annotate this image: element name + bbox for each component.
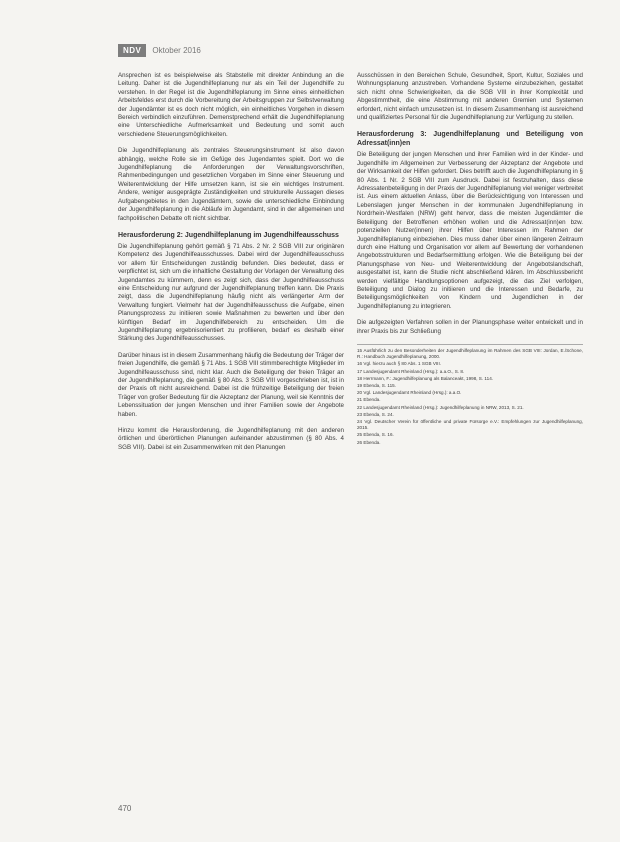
- paragraph: Hinzu kommt die Herausforderung, die Jugendhilfeplanung mit den anderen örtlichen und überörtlichen Planungen aufeinander abzustimmen (§ 80 Abs. 4 SGB VIII). Dabei ist ein Zusammenwirken mit den Planungen: [118, 427, 344, 451]
- issue-date: Oktober 2016: [152, 46, 201, 55]
- paragraph: Die aufgezeigten Verfahren sollen in der Planungsphase weiter entwickelt und in ihrer Praxis bis zur Schließung: [357, 319, 583, 335]
- footnote: 24 Vgl. Deutscher Verein für öffentliche und private Fürsorge e.V.: Empfehlungen zur Jugendhilfeplanung, 2015.: [357, 419, 583, 431]
- footnote: 23 Ebenda, S. 24.: [357, 411, 394, 417]
- footnote: 20 Vgl. Landesjugendamt Rheinland (Hrsg.): a.a.O.: [357, 390, 462, 396]
- footnote: 22 Landesjugendamt Rheinland (Hrsg.): Jugendhilfeplanung in NRW, 2013, S. 21.: [357, 404, 524, 410]
- section-heading: Herausforderung 2: Jugendhilfeplanung im Jugendhilfeausschuss: [118, 231, 339, 239]
- paragraph: Die Beteiligung der jungen Menschen und ihrer Familien wird in der Kinder- und Jugendhilfe im Allgemeinen zur Verbesserung der Akzeptanz der Angebote und der Wirksamkeit der Hilfen gefordert. Dies betrifft auch die Jugendhilfeplanung in § 80 Abs. 1 Nr. 2 SGB VIII zum Ausdruck. Dabei ist festzuhalten, dass diese Adressatenbeteiligung in der Praxis der Jugendhilfeplanung viel weniger verbreitet ist. Aus einem aktuellen Anlass, über die Berücksichtigung von Interessen und Lebenslagen junger Menschen in der kommunalen Jugendhilfeplanung in Nordrhein-Westfalen (NRW) geht hervor, dass die meisten Jugendämter die Beteiligung der Betroffenen erhöhen wollen und die Adressat(inn)en bzw. potenziellen Nutzer(innen) ihrer Hilfen über Interessen im Rahmen der Jugendhilfeplanung einbeziehen. Dies muss daher über einen längeren Zeitraum durch eine Haltung und Organisation vor allem auf Bewertung der vorhandenen Angebotsstrukturen und Bedarfsermittlung erfolgen. Wie die Beteiligung bei der Planungsphase von Neu- und Weiterentwicklung der Angebotslandschaft, ausgestaltet ist, kann die Studie nicht abschließend klären. Im Abschlussbericht werden vielfältige Handlungsoptionen aufgezeigt, die das Ziel verfolgen, Beteiligung und Dialog zu initiieren und die Interessen und Bedarfe, zu Beteiligungsmöglichkeiten von Kindern und Jugendlichen in der Jugendhilfeplanung zu integrieren.: [357, 151, 583, 310]
- paragraph: Die Jugendhilfeplanung gehört gemäß § 71 Abs. 2 Nr. 2 SGB VIII zur originären Kompetenz des Jugendhilfeausschusses. Dabei wird der Jugendhilfeausschuss vor allem für Entscheidungen zuständig befunden. Dies bedeutet, dass er verpflichtet ist, sich um die inhaltliche Gestaltung der Vorlagen der Verwaltung des Jugendamtes zu kümmern, denn es zeigt sich, dass der Jugendhilfeausschuss eine Entscheidung nur aufgrund der Jugendhilfeplanung treffen kann. Die Praxis zeigt, dass die Jugendhilfeplanung häufig nicht als verlängerter Arm der Verwaltung fungiert. Vielmehr hat der Jugendhilfeausschuss die Aufgabe, einen Planungsprozess zu initiieren sowie Maßnahmen zu bewerten und über den künftigen Bedarf im Jugendhilfebereich zu entscheiden. Um die Jugendhilfeplanung ergebnisorientiert zu profilieren, bedarf es deshalb einer Stärkung des Jugendhilfeausschusses.: [118, 242, 344, 343]
- page-number: 470: [118, 804, 132, 813]
- footnotes: [357, 344, 583, 446]
- paragraph: Die Jugendhilfeplanung als zentrales Steuerungsinstrument ist also davon abhängig, welche Rolle sie im Gefüge des Jugendamtes spielt. Dort wo die Jugendhilfeplanung die Anforderungen der Verwaltungsvorschriften, Rahmenbedingungen und gesetzlichen Vorgaben im Sinne einer Steuerung und Weiterentwicklung der Hilfe umsetzen kann, ist sie ein wichtiges Instrument. Andere, weniger ausgeprägte Zuständigkeiten und strukturelle Aussagen dieses Aufgabengebietes in den Jugendämtern, sowie die unterschiedliche Einbindung der Jugendhilfeplanung in die Abläufe im Jugendamt, sind in der allgemeinen und fachpolitischen Debatte oft nicht sichtbar.: [118, 147, 344, 222]
- footnote: 18 Herrmann, F.: Jugendhilfeplanung als Balanceakt, 1998, S. 114.: [357, 375, 494, 381]
- paragraph: Darüber hinaus ist in diesem Zusammenhang häufig die Bedeutung der Träger der freien Jugendhilfe, die gemäß § 71 Abs. 1 SGB VIII stimmberechtigte Mitglieder im Jugendhilfeausschuss sind, nicht klar. Auch die Beteiligung der freien Träger an der Jugendhilfeplanung, die gemäß § 80 Abs. 3 SGB VIII vorgeschrieben ist, ist in der Praxis oft nicht ausreichend. Dabei ist die frühzeitige Beteiligung der freien Träger von großer Bedeutung für die Akzeptanz der Planung, weil sie Kenntnis der Lebenssituation der jungen Menschen und ihrer Familien sowie der Angebote haben.: [118, 351, 344, 418]
- footnote: 21 Ebenda.: [357, 397, 381, 403]
- left-column: [118, 72, 344, 460]
- footnote: 17 Landesjugendamt Rheinland (Hrsg.): a.a.O., S. 8.: [357, 368, 465, 374]
- paragraph: Ausschüssen in den Bereichen Schule, Gesundheit, Sport, Kultur, Soziales und Wohnungsplanung anzustreben. Vorhandene Systeme einzubeziehen, gestaltet sich nicht ohne Schwierigkeiten, da die SGB VIII in ihrer Komplexität und Abgestimmtheit, die eine Abstimmung mit anderen Gremien und Systemen erfordert, nicht einfach umzusetzen ist. In diesem Zusammenhang ist ausreichend und qualifiziertes Personal für die Jugendhilfeplanung zur Verfügung zu stellen.: [357, 72, 583, 122]
- paragraph: Ansprechen ist es beispielweise als Stabstelle mit direkter Anbindung an die Leitung. Daher ist die Jugendhilfeplanung nur als ein Teil der Jugendhilfe zu verstehen. In der Regel ist die Jugendhilfeplanung im Sinne eines einheitlichen Arbeitsfeldes erst durch die Vorbereitung der Arbeitsgruppen zur Selbstverwaltung der Jugendämter ist es doch nicht möglich, ein einheitliches Vorgehen in diesem Bereich verbindlich einzuführen. Demenstprechend erhält die Jugendhilfeplanung eine Unterschiedliche Aufmerksamkeit und Bedeutung und somit auch verschiedene Steuerungsmöglichkeiten.: [118, 72, 344, 138]
- page-header: [118, 44, 201, 57]
- footnote: 15 Ausführlich zu den Besonderheiten der Jugendhilfeplanung im Rahmen des SGB VIII: Jordan, E./Schone, R.: Handbuch Jugendhilfeplanung, 2000.: [357, 347, 583, 360]
- footnote: 16 Vgl. hierzu auch § 80 Abs. 1 SGB VIII.: [357, 361, 442, 367]
- section-heading: Herausforderung 3: Jugendhilfeplanung und Beteiligung von Adressat(inn)en: [357, 131, 583, 148]
- footnote: 19 Ebenda, S. 115.: [357, 382, 396, 388]
- footnote: 26 Ebenda.: [357, 439, 381, 445]
- right-column: [357, 72, 583, 447]
- journal-badge: NDV: [118, 44, 146, 57]
- footnote: 25 Ebenda, S. 16.: [357, 432, 394, 438]
